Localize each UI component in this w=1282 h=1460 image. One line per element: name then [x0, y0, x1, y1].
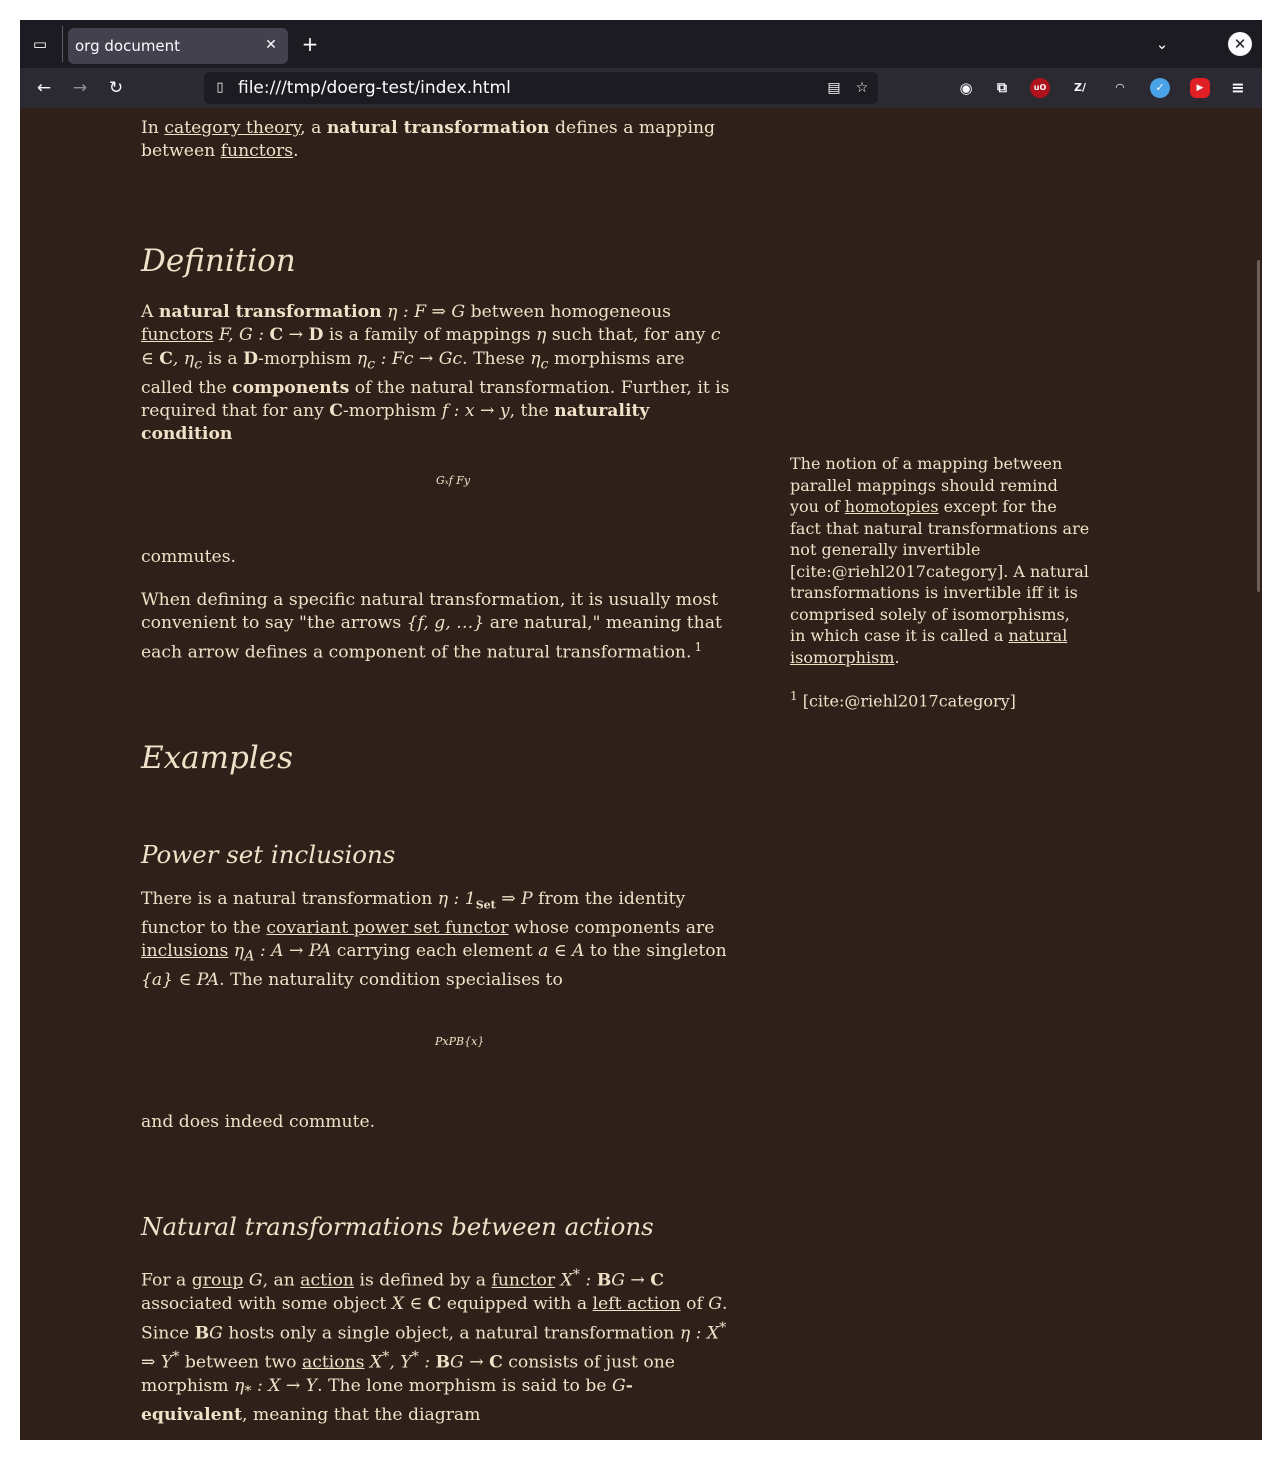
text: is a family of mappings: [323, 325, 537, 346]
math-superscript: *: [382, 1348, 390, 1365]
youtube-icon[interactable]: ▶: [1190, 78, 1210, 98]
link-actions[interactable]: actions: [301, 1352, 365, 1373]
text: morphisms are called the: [141, 348, 685, 398]
text: . The naturality condition specialises to: [219, 970, 563, 991]
text: equipped with a: [441, 1294, 593, 1315]
math: X: [364, 1352, 383, 1373]
page-icon[interactable]: ▯: [216, 80, 224, 95]
math-bold: C: [159, 348, 173, 369]
text: is defined by a: [354, 1270, 492, 1291]
math: :: [579, 1270, 597, 1291]
bold-term: components: [232, 377, 350, 398]
sidenote: [790, 453, 1090, 668]
math: : A → PA: [254, 941, 332, 962]
math: →: [283, 325, 309, 346]
math: : X → Y: [251, 1375, 318, 1396]
text: -morphism: [342, 401, 442, 422]
link-action[interactable]: action: [300, 1270, 354, 1291]
text: , meaning that the diagram: [242, 1404, 481, 1425]
text: . These: [462, 348, 531, 369]
math-bold: C: [329, 401, 343, 422]
math: a ∈ A: [538, 941, 585, 962]
link-covariant-power-set-functor[interactable]: covariant power set functor: [266, 917, 509, 938]
math-subscript: *: [244, 1383, 252, 1400]
text: For a: [141, 1270, 192, 1291]
math: η : F ⇒ G: [381, 302, 466, 322]
extension-icon[interactable]: ◠: [1115, 81, 1125, 94]
hamburger-menu-icon[interactable]: ≡: [1231, 78, 1245, 97]
math-bold: B: [596, 1270, 612, 1291]
tab-close-icon[interactable]: ✕: [265, 37, 277, 53]
math-subscript: c: [194, 356, 203, 373]
text: except for the fact that natural transformations are not generally invertible [cite:@riehl2017category]. A natural transformations is invertible iff it is comprised solely of isomorphisms, in which case it is called a: [790, 497, 1090, 645]
math: G →: [611, 1270, 651, 1291]
heading-definition: Definition: [141, 243, 296, 279]
scrollbar-thumb[interactable]: [1257, 260, 1260, 592]
power-set-paragraph: [141, 888, 736, 993]
text: . The lone morphism is said to be: [317, 1375, 612, 1396]
reader-mode-icon[interactable]: ▤: [827, 80, 841, 96]
text: , an: [262, 1270, 301, 1291]
math: {a} ∈ PA: [141, 970, 220, 991]
math-bold: B: [435, 1352, 451, 1373]
text: A: [141, 302, 159, 322]
heading-natural-transformations-between-actions: Natural transformations between actions: [141, 1212, 654, 1241]
text: , the: [509, 401, 555, 422]
text: -morphism: [258, 348, 357, 369]
text: In: [141, 118, 165, 138]
url-text[interactable]: file:///tmp/doerg-test/index.html: [238, 78, 511, 98]
math: c ∈: [141, 325, 721, 369]
actions-paragraph: [141, 1264, 736, 1427]
intro-paragraph: [141, 117, 736, 164]
heading-power-set-inclusions: Power set inclusions: [141, 840, 396, 869]
text: whose components are: [508, 917, 715, 938]
math: η: [530, 348, 541, 369]
footnote-number: 1: [790, 689, 798, 703]
text: .: [894, 647, 900, 667]
url-bar[interactable]: [204, 72, 878, 104]
math-bold: C: [489, 1352, 503, 1373]
footnote: [790, 686, 1090, 712]
math: F, G :: [213, 325, 270, 346]
math: η: [234, 1375, 245, 1396]
math-bold: D: [243, 348, 259, 369]
text: from the identity functor to the: [141, 889, 686, 938]
star-icon[interactable]: ☆: [855, 80, 869, 96]
text: between homogeneous: [465, 302, 671, 322]
commute-paragraph: and does indeed commute.: [141, 1112, 376, 1132]
math-bold: C: [269, 325, 284, 346]
link-inclusions[interactable]: inclusions: [141, 941, 229, 962]
forward-arrow-icon[interactable]: →: [72, 78, 88, 98]
text: are natural," meaning that each arrow defines a component of the natural transformation.: [141, 613, 722, 663]
text: There is a natural transformation: [141, 889, 438, 909]
checkmark-extension-icon[interactable]: ✓: [1150, 78, 1170, 98]
math: η: [228, 941, 245, 962]
text: .: [293, 141, 299, 162]
math: : Fc → Gc: [375, 348, 463, 369]
math: G →: [450, 1352, 490, 1373]
link-functors[interactable]: functors: [141, 325, 214, 346]
definition-paragraph: [141, 301, 736, 447]
link-left-action[interactable]: left action: [592, 1294, 681, 1315]
bold-term: naturality condition: [141, 401, 650, 445]
convention-paragraph: [141, 589, 736, 665]
text: consists of just one morphism: [141, 1352, 675, 1396]
link-natural-isomorphism[interactable]: natural isomorphism: [790, 626, 1068, 667]
text: . Since: [141, 1294, 728, 1344]
math: f : x → y: [441, 401, 510, 422]
link-functors[interactable]: functors: [220, 141, 294, 162]
text: is a: [202, 348, 244, 369]
math: η : X: [679, 1323, 720, 1344]
math: G: [611, 1375, 626, 1396]
bold-term: natural transformation: [326, 118, 550, 138]
back-arrow-icon[interactable]: ←: [36, 78, 52, 98]
math-superscript: *: [172, 1348, 180, 1365]
tab-list-icon[interactable]: ▭: [32, 35, 48, 53]
math: {f, g, …}: [406, 613, 485, 634]
math-bold: D: [308, 325, 324, 346]
zotero-icon[interactable]: Z/: [1074, 81, 1086, 94]
heading-examples: Examples: [141, 740, 294, 776]
bold-term: natural transformation: [158, 302, 382, 322]
puzzle-icon[interactable]: ⧉: [997, 80, 1007, 96]
account-icon[interactable]: ◉: [959, 79, 973, 97]
tab-active[interactable]: [68, 28, 288, 64]
reload-icon[interactable]: ↻: [108, 78, 124, 98]
math-subscript: c: [540, 356, 549, 373]
tab-title: org document: [75, 37, 181, 55]
text: of the natural transformation. Further, it is required that for any: [141, 377, 730, 422]
link-functor[interactable]: functor: [491, 1270, 556, 1291]
math: η: [536, 325, 547, 346]
text: The notion of a mapping between parallel mappings should remind you of: [790, 454, 1063, 516]
math: ⇒ Y: [141, 1352, 173, 1373]
text: between two: [179, 1352, 302, 1373]
math: ⇒ P: [495, 889, 533, 909]
math: G: [708, 1294, 723, 1315]
window-close-icon[interactable]: ✕: [1228, 32, 1252, 56]
text: When defining a specific natural transformation, it is usually most convenient to say "the arrows: [141, 590, 719, 634]
footnote-text: [cite:@riehl2017category]: [797, 691, 1016, 711]
text: to the singleton: [584, 941, 727, 962]
navigation-toolbar: [20, 68, 1262, 108]
math: , η: [172, 348, 195, 369]
math-subscript: Set: [475, 898, 496, 912]
chevron-down-icon[interactable]: ⌄: [1155, 35, 1169, 53]
text: of: [680, 1294, 709, 1315]
text: carrying each element: [331, 941, 539, 962]
ublock-icon[interactable]: uO: [1030, 78, 1050, 98]
math: η: [356, 348, 368, 369]
bold-term: -equivalent: [141, 1375, 633, 1425]
math-subscript: A: [244, 948, 255, 965]
math: G: [209, 1323, 223, 1344]
browser-window: [20, 20, 1262, 1440]
commutes-paragraph: commutes.: [141, 547, 237, 567]
math-bold: C: [650, 1270, 664, 1291]
link-homotopies[interactable]: homotopies: [844, 497, 939, 516]
link-group[interactable]: group: [191, 1270, 244, 1291]
footnote-ref[interactable]: 1: [694, 639, 703, 654]
math-superscript: *: [411, 1348, 419, 1365]
math: X ∈: [391, 1294, 428, 1315]
page-content: [20, 108, 1262, 1440]
tab-bar: [20, 20, 1262, 68]
math-bold: C: [427, 1294, 442, 1315]
tab-separator: [62, 26, 63, 62]
math: X: [555, 1270, 573, 1291]
text: hosts only a single object, a natural transformation: [222, 1323, 680, 1344]
math: , Y: [389, 1352, 412, 1373]
text: associated with some object: [141, 1294, 392, 1315]
math: :: [418, 1352, 436, 1373]
power-set-diagram: PxPB{x}: [435, 1035, 485, 1048]
text: such that, for any: [546, 325, 711, 346]
naturality-diagram: Gₓf Fy: [436, 474, 471, 487]
math-superscript: *: [572, 1267, 580, 1283]
math-subscript: c: [367, 356, 376, 373]
math: G: [243, 1270, 263, 1291]
text: , a: [300, 118, 327, 138]
link-category-theory[interactable]: category theory: [164, 118, 301, 138]
text: defines a mapping between: [141, 118, 716, 162]
math-superscript: *: [719, 1319, 727, 1336]
math: η : 1: [437, 889, 476, 909]
math-bold: B: [194, 1323, 210, 1344]
new-tab-plus-icon[interactable]: +: [301, 32, 319, 56]
